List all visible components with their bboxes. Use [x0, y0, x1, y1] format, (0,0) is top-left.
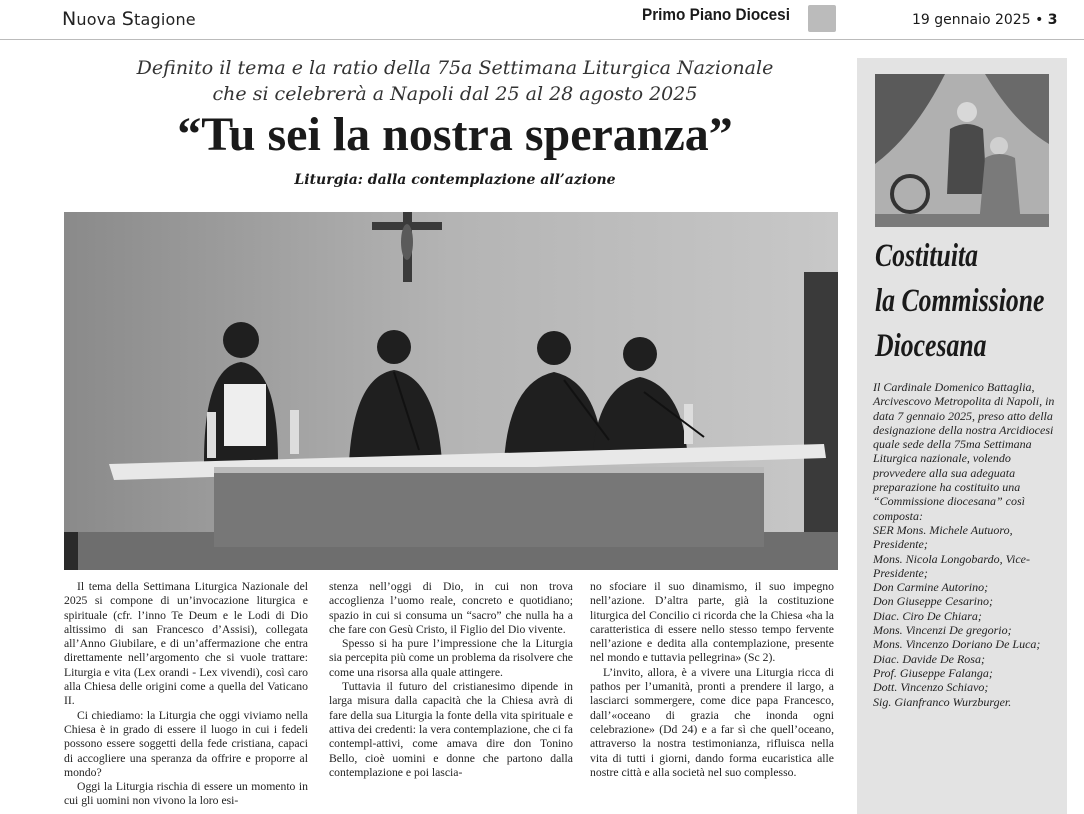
section-label: Primo Piano Diocesi [642, 5, 790, 24]
paragraph: Spesso si ha pure l’impressione che la Liturgia sia percepita più come un problema da risolvere che come una risorsa alla quale attingere. [329, 637, 573, 679]
list-item: SER Mons. Michele Autuoro, Presidente; [873, 522, 1013, 552]
list-item: Prof. Giuseppe Falanga; [873, 665, 993, 680]
issue-date: 19 gennaio 2025 • 3 [912, 12, 1058, 28]
conference-photo-illustration [64, 212, 838, 570]
list-item: Diac. Ciro De Chiara; [873, 608, 982, 623]
list-item: Diac. Davide De Rosa; [873, 651, 985, 666]
paragraph: L’invito, allora, è a vivere una Liturgia ricca di pathos per l’umanità, pronti a prendere il largo, a lasciarci sommergere, come dice papa Francesco, dall’«oceano di grazia che inonda ogni celebrazione» (Dd 24) e a far sì che quell’oceano, attraverso la nostra testimonianza, rifluisca nella vita di tutti i giorni, dando forma eucaristica alle nostre città e alla società nel suo complesso. [590, 665, 834, 779]
sidebar-box [857, 58, 1067, 814]
paragraph: Oggi la Liturgia rischia di essere un momento in cui gli uomini non vivono la loro esi- [64, 780, 308, 808]
kicker-line-1: Definito il tema e la ratio della 75a Settimana Liturgica Nazionale [136, 57, 774, 79]
page-number: 3 [1047, 12, 1058, 28]
list-item: Mons. Nicola Longobardo, Vice-Presidente; [873, 551, 1030, 580]
article-column-3 [590, 580, 834, 780]
paragraph: no sfociare il suo dinamismo, il suo impegno nell’azione. D’altra parte, già la costituzione liturgica del Concilio ci ricorda che la Chiesa «ha la caratteristica di essere nello stesso tempo fervente nell’azione e dedita alla contemplazione, presente nel mondo e tuttavia pellegrina» (Sc 2). [590, 580, 834, 665]
list-item: Don Carmine Autorino; [873, 580, 989, 595]
headline: “Tu sei la nostra speranza” [177, 108, 733, 161]
list-item: Sig. Gianfranco Wurzburger. [873, 694, 1012, 709]
sidebar-title: Costituita la Commissione Diocesana [875, 238, 1045, 364]
subheadline: Liturgia: dalla contemplazione all’azione [294, 172, 616, 188]
sidebar-text [873, 380, 1061, 709]
commission-members-list [873, 523, 1061, 709]
article-photo [64, 212, 838, 570]
paragraph: Ci chiediamo: la Liturgia che oggi viviamo nella Chiesa è in grado di essere il luogo in cui i fedeli possono essere soggetti della fede cristiana, capaci di accogliere una speranza da offrire e proporre al mondo? [64, 708, 308, 779]
kicker-line-2: che si celebrerà a Napoli dal 25 al 28 agosto 2025 [212, 83, 698, 105]
mosaic-illustration [875, 74, 1049, 227]
paragraph: Tuttavia il futuro del cristianesimo dipende in larga misura dalla capacità che la Chiesa avrà di fare della sua Liturgia la fonte della vita spirituale e attiva dei credenti: la vera contemplazione, che ci fa contempl-attivi, come amava dire don Tonino Bello, cioè uomini e donne che partono dalla contemplazione e poi lascia- [329, 680, 573, 779]
newspaper-name: Nuova Stagione [62, 8, 196, 30]
page-header [0, 0, 1084, 40]
list-item: Mons. Vincenzi De gregorio; [873, 623, 1012, 638]
article-column-2 [329, 580, 573, 780]
sidebar-intro: Il Cardinale Domenico Battaglia, Arcivescovo Metropolita di Napoli, in data 7 gennaio 2025, preso atto della designazione della nostra Arcidiocesi quale sede della 75ma Settimana Liturgica nazionale, volendo provvedere alla sua adeguata preparazione ha costituito una “Commissione diocesana” così composta: [873, 380, 1055, 523]
list-item: Dott. Vincenzo Schiavo; [873, 680, 989, 695]
section-marker [808, 5, 836, 32]
paragraph: Il tema della Settimana Liturgica Nazionale del 2025 si compone di un’invocazione liturgica e spirituale (cfr. l’inno Te Deum e le Lodi di Dio altissimo di san Francesco d’Assisi), collegata all’Anno Giubilare, e di un’affermazione che entra direttamente nell’argomento che si vuole trattare: Liturgia e vita (Lex orandi - Lex vivendi), così caro alla Chiesa delle origini come a quella del Vaticano II. [64, 580, 308, 708]
article-column-1 [64, 580, 308, 809]
mosaic-image [875, 74, 1049, 227]
list-item: Don Giuseppe Cesarino; [873, 594, 993, 609]
paragraph: stenza nell’oggi di Dio, in cui non trova accoglienza l’uomo reale, concreto e quotidiano; spazio in cui si consuma un “sacro” che nulla ha a che fare con Gesù Cristo, il Figlio del Dio vivente. [329, 580, 573, 636]
list-item: Mons. Vincenzo Doriano De Luca; [873, 637, 1041, 652]
